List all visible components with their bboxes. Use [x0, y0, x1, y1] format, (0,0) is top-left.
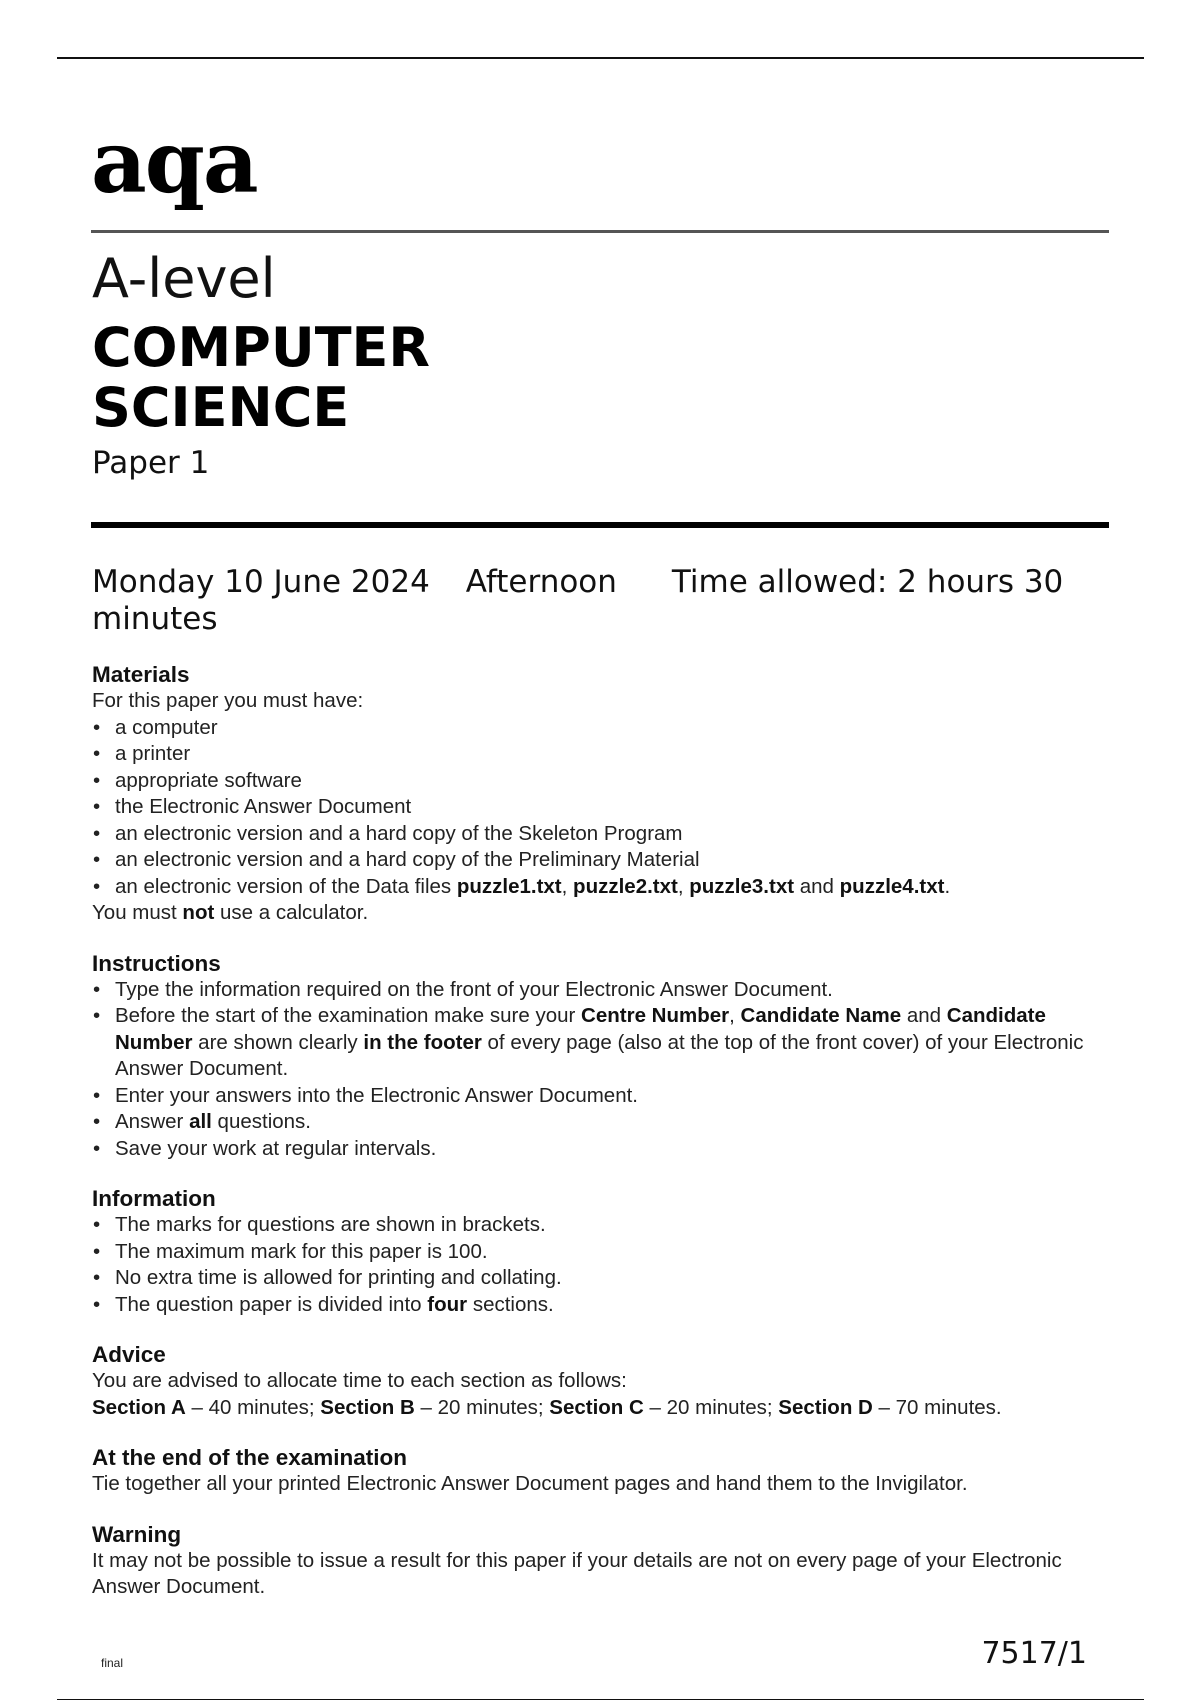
instructions-heading: Instructions	[92, 950, 221, 976]
information-section	[92, 1186, 1122, 1318]
list-item-data-files: • an electronic version of the Data files puzzle1.txt, puzzle2.txt, puzzle3.txt and puzzle4.txt.	[92, 874, 1122, 901]
data-file-name: puzzle3.txt	[689, 874, 795, 898]
end-of-exam-text: Tie together all your printed Electronic Answer Document pages and hand them to the Invigilator.	[92, 1472, 968, 1495]
list-item: • an electronic version and a hard copy of the Skeleton Program	[92, 821, 1122, 848]
qualification-level: A-level	[92, 247, 276, 310]
time-allowed: Time allowed: 2 hours 30 minutes	[92, 564, 1064, 637]
aqa-logo: aqa	[91, 112, 257, 213]
exam-details	[92, 564, 1112, 638]
list-item: • Before the start of the examination make sure your Centre Number, Candidate Name and Candidate Number are shown clearly in the footer of every page (also at the top of the front cover) of your Electronic Answer Document.	[92, 1003, 1122, 1083]
top-rule	[57, 57, 1144, 59]
exam-date: Monday 10 June 2024	[92, 564, 430, 600]
list-item: • appropriate software	[92, 768, 1122, 795]
list-item: • The question paper is divided into four sections.	[92, 1292, 1122, 1319]
list-item: • The marks for questions are shown in brackets.	[92, 1212, 1122, 1239]
paper-code: 7517/1	[981, 1636, 1087, 1671]
data-file-name: puzzle2.txt	[573, 874, 678, 898]
list-item: • a printer	[92, 741, 1122, 768]
list-item: • a computer	[92, 715, 1122, 742]
data-file-name: puzzle4.txt	[839, 874, 945, 898]
data-file-name: puzzle1.txt	[456, 874, 562, 898]
subject-title-line2: SCIENCE	[92, 376, 350, 439]
instructions-list	[92, 977, 1122, 1163]
list-item: • Type the information required on the front of your Electronic Answer Document.	[92, 977, 1122, 1004]
list-item: • the Electronic Answer Document	[92, 794, 1122, 821]
calculator-note: You must not use a calculator.	[92, 901, 369, 924]
information-list	[92, 1212, 1122, 1318]
list-item: • Enter your answers into the Electronic Answer Document.	[92, 1083, 1122, 1110]
instructions-section	[92, 951, 1122, 1163]
paper-number: Paper 1	[92, 445, 210, 481]
warning-section	[92, 1522, 1122, 1601]
end-of-exam-heading: At the end of the examination	[92, 1445, 408, 1470]
document-status: final	[101, 1656, 124, 1670]
materials-intro: For this paper you must have:	[92, 689, 364, 712]
information-heading: Information	[92, 1186, 216, 1211]
materials-section	[92, 662, 1122, 927]
advice-intro: You are advised to allocate time to each section as follows:	[92, 1369, 627, 1392]
title-rule	[91, 522, 1109, 528]
cover-instructions	[92, 662, 1122, 1601]
advice-heading: Advice	[92, 1342, 166, 1367]
materials-heading: Materials	[92, 662, 190, 687]
advice-section	[92, 1342, 1122, 1421]
exam-session: Afternoon	[465, 564, 617, 600]
warning-heading: Warning	[92, 1521, 182, 1547]
end-of-exam-section	[92, 1445, 1122, 1498]
list-item: • Save your work at regular intervals.	[92, 1136, 1122, 1163]
header-rule	[91, 230, 1109, 233]
subject-title	[92, 318, 792, 438]
warning-text: It may not be possible to issue a result for this paper if your details are not on every page of your Electronic Answer Document.	[92, 1548, 1062, 1598]
list-item: • No extra time is allowed for printing and collating.	[92, 1265, 1122, 1292]
list-item: • an electronic version and a hard copy of the Preliminary Material	[92, 847, 1122, 874]
section-timings: Section A – 40 minutes; Section B – 20 minutes; Section C – 20 minutes; Section D – 70 minutes.	[92, 1395, 1002, 1419]
materials-list	[92, 715, 1122, 901]
list-item: • The maximum mark for this paper is 100.	[92, 1239, 1122, 1266]
list-item: • Answer all questions.	[92, 1109, 1122, 1136]
subject-title-line1: COMPUTER	[92, 316, 431, 379]
